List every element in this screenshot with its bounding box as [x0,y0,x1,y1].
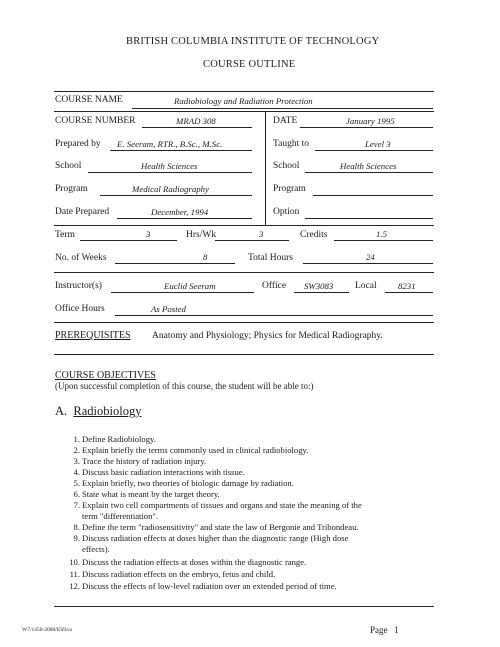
prerequisites-heading: PREREQUISITES [55,330,131,341]
weeks-underline [115,263,235,264]
course-name-label: COURSE NAME [55,95,123,105]
top-rule [54,91,434,92]
option-underline [305,218,433,219]
program-label: Program [55,184,88,194]
program-underline [100,195,252,196]
instructor-value: Euclid Seeram [164,281,216,291]
course-name-underline [132,108,433,109]
prepared-by-underline [110,150,252,151]
course-number-value: MRAD 308 [176,116,216,126]
office-label: Office [262,281,287,291]
school-value: Health Sciences [141,161,198,171]
course-number-underline [142,127,252,128]
hrs-wk-label: Hrs/Wk [186,230,217,240]
institute-name: BRITISH COLUMBIA INSTITUTE OF TECHNOLOGY [126,36,380,47]
rule-6 [54,354,434,355]
rule-3 [54,225,434,226]
weeks-label: No. of Weeks [55,253,107,263]
date-prepared-underline [117,218,252,219]
date-prepared-value: December, 1994 [151,207,209,217]
section-letter: A. [55,404,68,418]
credits-label: Credits [300,230,328,240]
rule-5 [54,322,434,323]
date-value: January 1995 [346,116,395,126]
option-label: Option [273,207,300,217]
school-2-underline [305,172,433,173]
local-label: Local [355,281,377,291]
prerequisites-text: Anatomy and Physiology; Physics for Medical Radiography. [152,331,383,341]
school-underline [88,172,252,173]
total-hours-underline [303,263,433,264]
local-value: 8231 [398,281,416,291]
term-label: Term [55,230,75,240]
office-hours-underline [115,315,433,316]
taught-to-label: Taught to [273,139,310,149]
prepared-by-label: Prepared by [55,139,101,149]
office-hours-value: As Posted [151,304,186,314]
office-hours-label: Office Hours [55,304,105,314]
course-number-label: COURSE NUMBER [55,116,136,126]
document-title: COURSE OUTLINE [203,59,296,70]
taught-to-value: Level 3 [365,139,391,149]
total-hours-label: Total Hours [248,253,293,263]
column-divider [265,111,266,225]
hrs-wk-underline [215,240,289,241]
credits-underline [334,240,433,241]
office-underline [294,292,349,293]
section-a-heading [55,404,141,419]
page-number: 1 [394,625,399,635]
date-prepared-label: Date Prepared [55,207,110,217]
weeks-value: 8 [203,252,208,262]
prepared-by-value: E. Seeram, RTR., B.Sc., M.Sc. [117,139,223,149]
school-label: School [55,161,82,171]
taught-to-underline [315,150,433,151]
instructor-underline [111,292,254,293]
instructor-label: Instructor(s) [55,281,102,291]
objectives-intro: (Upon successful completion of this course, the student will be able to:) [55,381,314,391]
date-label: DATE [273,116,298,126]
footer-code: W7/1450-2000/ES9/cs [22,627,73,633]
objectives-heading: COURSE OBJECTIVES [55,370,156,381]
term-underline [80,240,177,241]
hrs-wk-value: 3 [259,229,264,239]
program-2-underline [313,195,433,196]
rule-2 [54,111,434,112]
total-hours-value: 24 [366,252,375,262]
office-value: SW3083 [304,281,334,291]
page-indicator [370,625,399,635]
footer-rule [54,606,434,607]
term-value: 3 [146,229,151,239]
page-label: Page [370,625,388,635]
school-2-label: School [273,161,300,171]
school-2-value: Health Sciences [340,161,397,171]
local-underline [385,292,433,293]
program-2-label: Program [273,184,306,194]
program-value: Medical Radiography [132,184,209,194]
date-underline [300,127,433,128]
section-title: Radiobiology [73,404,142,418]
course-name-value: Radiobiology and Radiation Protection [174,96,313,106]
rule-4 [54,272,434,273]
credits-value: 1.5 [376,229,387,239]
